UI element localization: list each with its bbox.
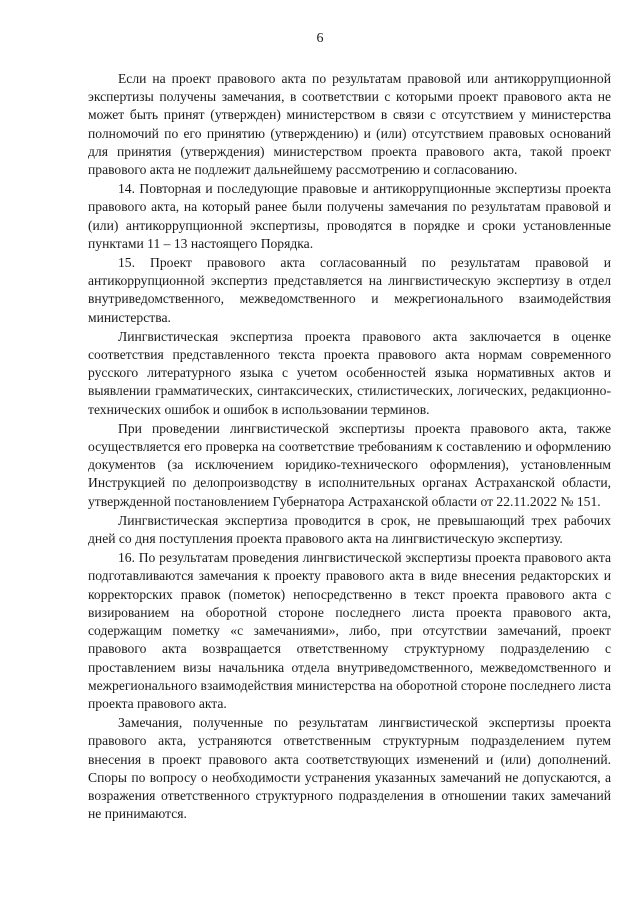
paragraph-remarks-handling: Замечания, полученные по результатам лингвистической экспертизы проекта правового акта, устраняются ответственным структурным подразделением путем внесения в проект правового акта соответствующих изменений и (или) дополнений. Споры по вопросу о необходимости устранения указанных замечаний не допускаются, а возражения ответственного структурного подразделения в отношении таких замечаний не принимаются. [88, 715, 611, 822]
paragraph-document-check: При проведении лингвистической экспертизы проекта правового акта, также осуществляется его проверка на соответствие требованиям к составлению и оформлению документов (за исключением юридико-технического оформления), установленным Инструкцией по делопроизводству в исполнительных органах Астраханской области, утвержденной постановлением Губернатора Астраханской области от 22.11.2022 № 151. [88, 420, 611, 509]
paragraph-item-16: 16. По результатам проведения лингвистической экспертизы проекта правового акта подготавливаются замечания к проекту правового акта в виде внесения редакторских и корректорских правок (пометок) непосредственно в текст проекта правового акта с визированием на оборотной стороне последнего листа проекта правового акта, содержащим пометку «с замечаниями», либо, при отсутствии замечаний, проект правового акта возвращается ответственному структурному подразделению с проставлением визы начальника отдела внутриведомственного, межведомственного и межрегионального взаимодействия министерства на оборотной стороне последнего листа проекта правового акта. [88, 550, 611, 711]
paragraph-rejection-note: Если на проект правового акта по результатам правовой или антикоррупционной экспертизы получены замечания, в соответствии с которыми проект правового акта не может быть принят (утвержден) министерством в связи с отсутствием у министерства полномочий по его принятию (утверждению) и (или) отсутствием правовых оснований для принятия (утверждения) министерством проекта правового акта, такой проект правового акта не подлежит дальнейшему рассмотрению и согласованию. [88, 71, 611, 178]
paragraph-linguistic-scope: Лингвистическая экспертиза проекта правового акта заключается в оценке соответствия представленного текста проекта правового акта нормам современного русского литературного языка с учетом особенностей языка нормативных актов и выявлении грамматических, синтаксических, стилистических, логических, редакционно-технических ошибок и ошибок в использовании терминов. [88, 328, 611, 417]
document-body [88, 70, 611, 823]
paragraph-item-14: 14. Повторная и последующие правовые и антикоррупционные экспертизы проекта правового акта, на который ранее были получены замечания по результатам правовой и (или) антикоррупционной экспертизы, проводятся в порядке и сроки установленные пунктами 11 – 13 настоящего Порядка. [88, 181, 611, 251]
paragraph-linguistic-deadline: Лингвистическая экспертиза проводится в срок, не превышающий трех рабочих дней со дня поступления проекта правового акта на лингвистическую экспертизу. [88, 512, 611, 547]
page-number: 6 [316, 31, 324, 46]
paragraph-item-15: 15. Проект правового акта согласованный по результатам правовой и антикоррупционной экспертиз представляется на лингвистическую экспертизу в отдел внутриведомственного, межведомственного и межрегионального взаимодействия министерства. [88, 255, 611, 325]
